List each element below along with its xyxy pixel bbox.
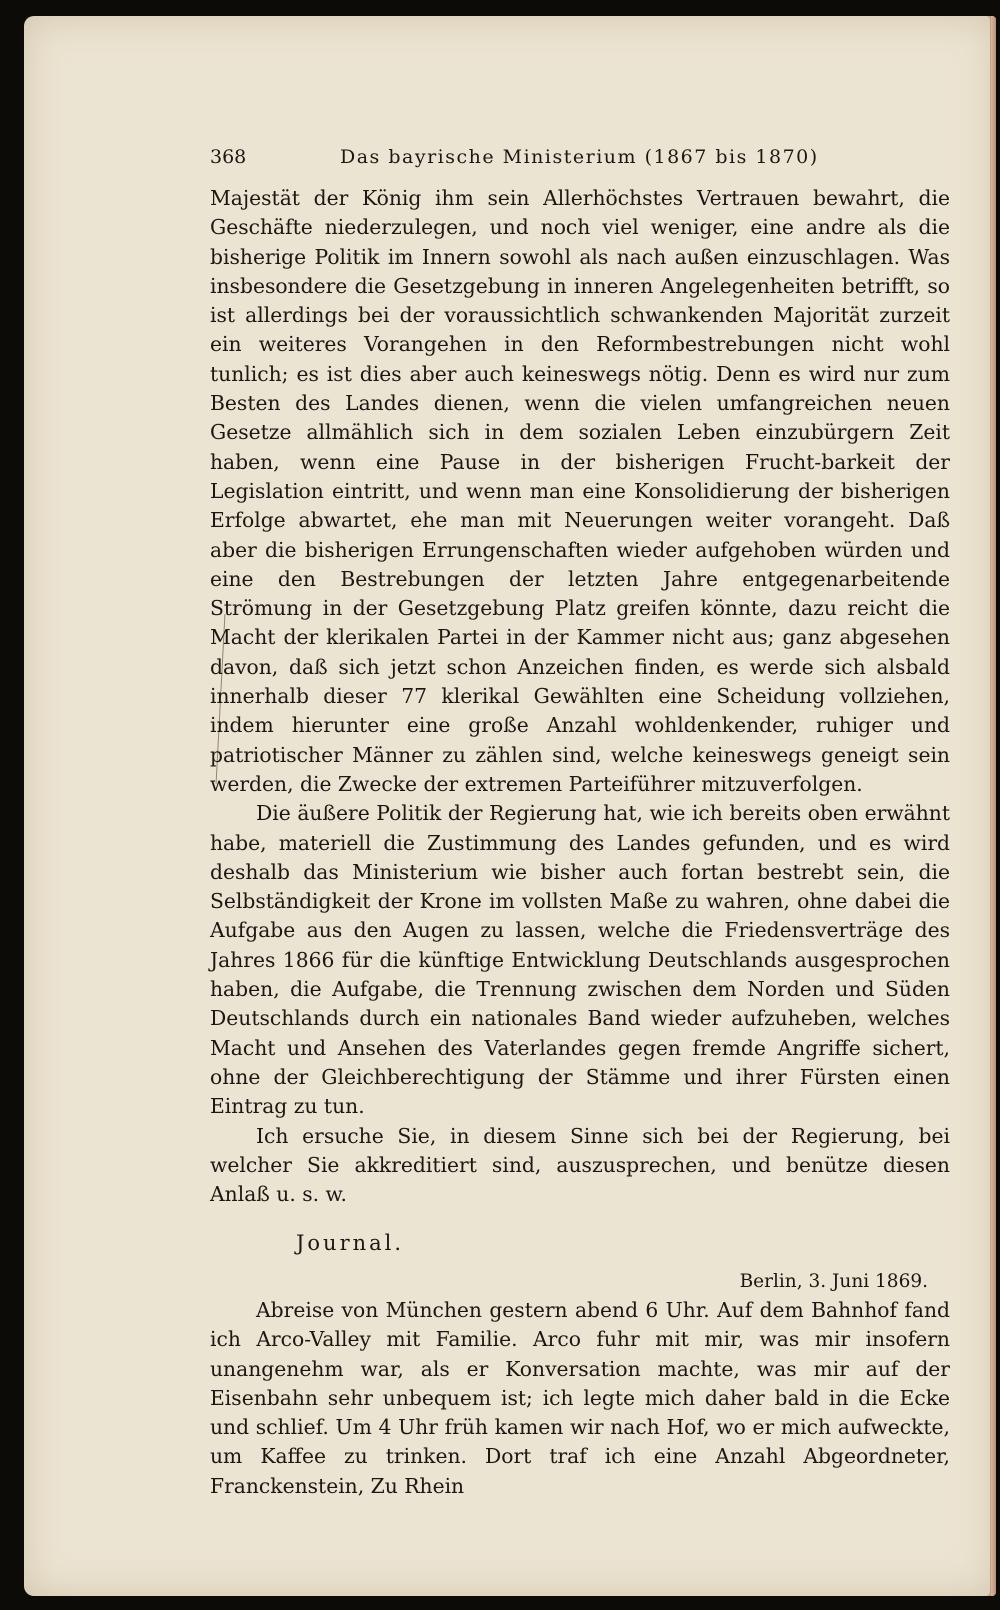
body-text: [210, 184, 950, 1501]
paragraph-continuation: Majestät der König ihm sein Allerhöchstes Vertrauen bewahrt, die Geschäfte niederzulegen, und noch viel weniger, eine andre als die bisherige Politik im Innern sowohl als nach außen einzuschlagen. Was insbesondere die Gesetzgebung in inneren Angelegenheiten betrifft, so ist allerdings bei der voraussichtlich schwankenden Majorität zurzeit ein weiteres Vorangehen in den Reformbestrebungen nicht wohl tunlich; es ist dies aber auch keineswegs nötig. Denn es wird nur zum Besten des Landes dienen, wenn die vielen umfangreichen neuen Gesetze allmählich sich in dem sozialen Leben einzubürgern Zeit haben, wenn eine Pause in der bisherigen Frucht-barkeit der Legislation eintritt, und wenn man eine Konsolidierung der bisherigen Erfolge abwartet, ehe man mit Neuerungen weiter vorangeht. Daß aber die bisherigen Errungenschaften wieder aufgehoben würden und eine den Bestrebungen der letzten Jahre entgegenarbeitende Strömung in der Gesetzgebung Platz greifen könnte, dazu reicht die Macht der klerikalen Partei in der Kammer nicht aus; ganz abgesehen davon, daß sich jetzt schon Anzeichen finden, es werde sich alsbald innerhalb dieser 77 klerikal Gewählten eine Scheidung vollziehen, indem hierunter eine große Anzahl wohldenkender, ruhiger und patriotischer Männer zu zählen sind, welche keineswegs geneigt sein werden, die Zwecke der extremen Parteiführer mitzuverfolgen.: [210, 186, 950, 796]
paragraph-foreign-policy: Die äußere Politik der Regierung hat, wie ich bereits oben erwähnt habe, materiell die Zustimmung des Landes gefunden, und es wird deshalb das Ministerium wie bisher auch fortan bestrebt sein, die Selbständigkeit der Krone im vollsten Maße zu wahren, ohne dabei die Aufgabe aus den Augen zu lassen, welche die Friedensverträge des Jahres 1866 für die künftige Entwicklung Deutschlands ausgesprochen haben, die Aufgabe, die Trennung zwischen dem Norden und Süden Deutschlands durch ein nationales Band wieder aufzuheben, welches Macht und Ansehen des Vaterlandes gegen fremde Angriffe sichert, ohne der Gleichberechtigung der Stämme und ihrer Fürsten einen Eintrag zu tun.: [210, 801, 950, 1119]
text-block: [210, 146, 950, 1501]
journal-paragraph: Abreise von München gestern abend 6 Uhr. Auf dem Bahnhof fand ich Arco-Valley mit Familie. Arco fuhr mit mir, was mir insofern unangenehm war, als er Konversation machte, was mir auf der Eisenbahn sehr unbequem ist; ich legte mich daher bald in die Ecke und schlief. Um 4 Uhr früh kamen wir nach Hof, wo er mich aufweckte, um Kaffee zu trinken. Dort traf ich eine Anzahl Abgeordneter, Franckenstein, Zu Rhein: [210, 1297, 950, 1498]
journal-dateline: Berlin, 3. Juni 1869.: [739, 1270, 928, 1292]
page-number: 368: [210, 146, 247, 168]
paragraph-closing: Ich ersuche Sie, in diesem Sinne sich bei der Regierung, bei welcher Sie akkreditiert sind, auszusprechen, und benütze diesen Anlaß u. s. w.: [210, 1123, 950, 1207]
book-page: [24, 16, 996, 1596]
running-head: [210, 146, 950, 172]
journal-heading: Journal.: [296, 1231, 405, 1256]
running-title: Das bayrische Ministerium (1867 bis 1870): [340, 146, 819, 168]
